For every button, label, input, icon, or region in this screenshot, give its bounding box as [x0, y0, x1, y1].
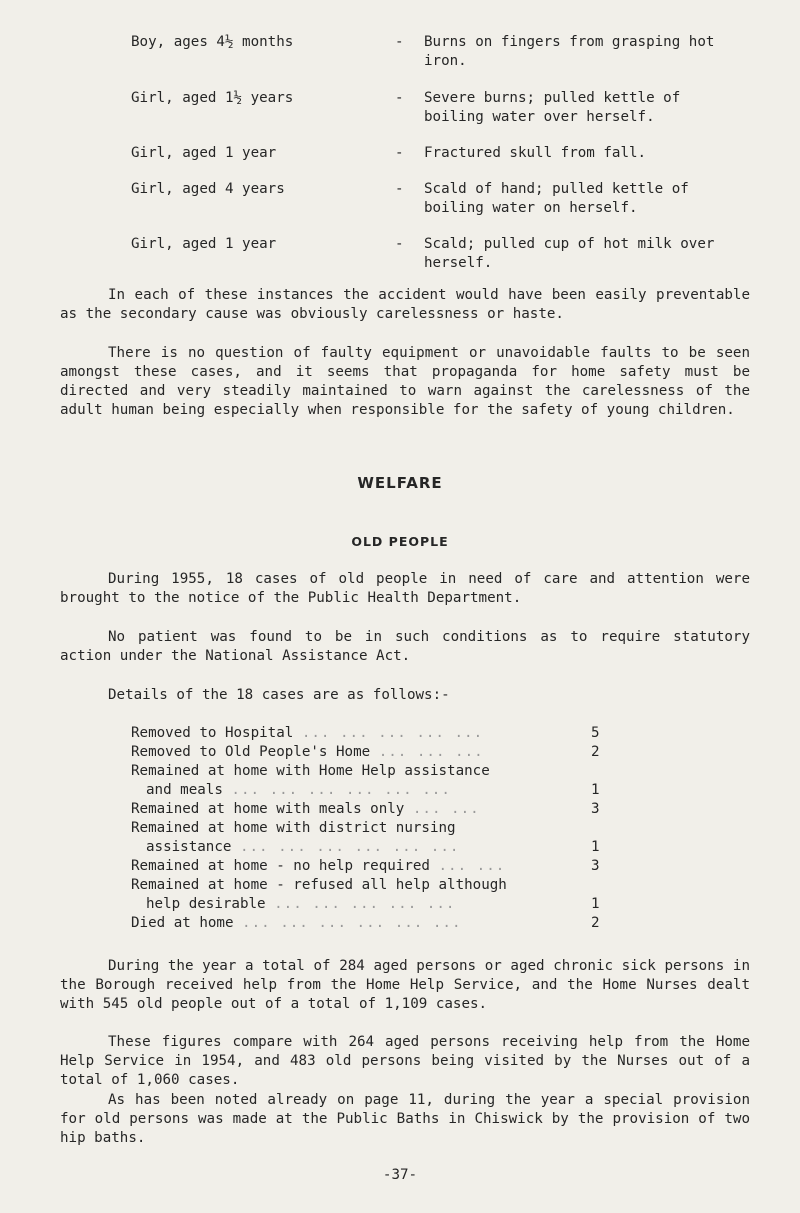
- case-separator: -: [395, 34, 404, 50]
- details-label: Removed to Hospital ... ... ... ... ...: [131, 725, 484, 741]
- case-separator: -: [395, 90, 404, 106]
- case-description: Burns on fingers from grasping hot iron.: [424, 34, 715, 69]
- paragraph-equipment: There is no question of faulty equipment or unavoidable faults to be seen amongst these cases, and it seems that propaganda for home safety must be directed and very steadily maintained to warn against the carelessness of the adult human being especially when responsible for the safety of young children.: [60, 345, 750, 418]
- paragraph-comparison-264: These figures compare with 264 aged persons receiving help from the Home Help Service in 1954, and 483 old persons being visited by the Nurses out of a total of 1,060 cases.: [60, 1034, 750, 1088]
- case-subject: Boy, ages 4½ months: [131, 34, 294, 50]
- details-label: Remained at home with district nursing: [131, 820, 456, 836]
- section-heading-welfare: WELFARE: [357, 474, 443, 492]
- details-count: 1: [591, 896, 600, 912]
- case-description: Scald of hand; pulled kettle of boiling water on herself.: [424, 181, 689, 216]
- paragraph-hip-baths: As has been noted already on page 11, during the year a special provision for old persons was made at the Public Baths in Chiswick by the provision of two hip baths.: [60, 1092, 750, 1146]
- details-label-continued: and meals ... ... ... ... ... ...: [146, 782, 451, 798]
- paragraph-during-1955: During 1955, 18 cases of old people in need of care and attention were brought to the notice of the Public Health Department.: [60, 571, 750, 606]
- paragraph-accident: In each of these instances the accident would have been easily preventable as the secondary cause was obviously carelessness or haste.: [60, 287, 750, 322]
- case-separator: -: [395, 145, 404, 161]
- details-count: 5: [591, 725, 600, 741]
- case-separator: -: [395, 236, 404, 252]
- subheading-old-people: OLD PEOPLE: [351, 534, 449, 549]
- case-subject: Girl, aged 1½ years: [131, 90, 294, 106]
- case-subject: Girl, aged 4 years: [131, 181, 285, 197]
- details-label: Removed to Old People's Home ... ... ...: [131, 744, 484, 760]
- details-label: Remained at home - no help required ... ...: [131, 858, 506, 874]
- case-separator: -: [395, 181, 404, 197]
- details-label-continued: help desirable ... ... ... ... ...: [146, 896, 456, 912]
- paragraph-home-help-284: During the year a total of 284 aged persons or aged chronic sick persons in the Borough received help from the Home Help Service, and the Home Nurses dealt with 545 old people out of a total of 1,109 cases.: [60, 958, 750, 1012]
- details-count: 2: [591, 915, 600, 931]
- details-intro: Details of the 18 cases are as follows:-: [108, 687, 450, 703]
- details-count: 3: [591, 801, 600, 817]
- case-description: Fractured skull from fall.: [424, 145, 647, 161]
- details-count: 1: [591, 839, 600, 855]
- details-count: 2: [591, 744, 600, 760]
- details-label-continued: assistance ... ... ... ... ... ...: [146, 839, 460, 855]
- details-label: Remained at home with meals only ... ...: [131, 801, 480, 817]
- case-description: Severe burns; pulled kettle of boiling water over herself.: [424, 90, 681, 125]
- page-number: -37-: [382, 1167, 418, 1183]
- details-count: 1: [591, 782, 600, 798]
- case-description: Scald; pulled cup of hot milk over herself.: [424, 236, 715, 271]
- paragraph-no-patient: No patient was found to be in such conditions as to require statutory action under the National Assistance Act.: [60, 629, 750, 664]
- case-subject: Girl, aged 1 year: [131, 145, 277, 161]
- details-label: Remained at home with Home Help assistance: [131, 763, 490, 779]
- details-count: 3: [591, 858, 600, 874]
- case-subject: Girl, aged 1 year: [131, 236, 277, 252]
- details-label: Died at home ... ... ... ... ... ...: [131, 915, 462, 931]
- details-label: Remained at home - refused all help although: [131, 877, 507, 893]
